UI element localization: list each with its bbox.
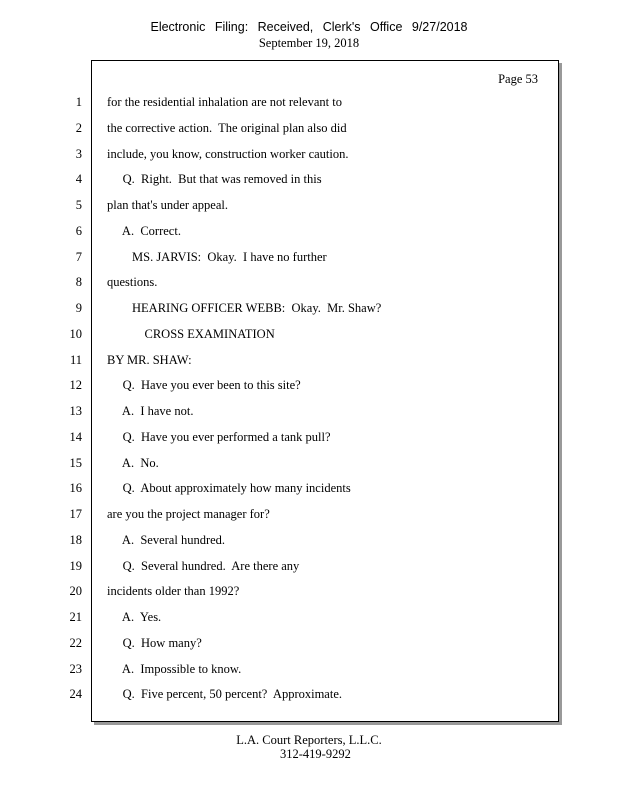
line-number: 5 (75, 198, 82, 212)
line-number: 6 (75, 223, 82, 238)
line-number: 22 (69, 635, 82, 650)
line-number: 23 (69, 661, 82, 676)
line-number: 11 (69, 352, 82, 367)
filing-stamp: Electronic Filing: Received, Clerk's Office 9/27/2018 (150, 20, 468, 34)
line-number: 14 (69, 429, 82, 444)
transcript-line: include, you know, construction worker caution. (107, 146, 349, 161)
line-number: 18 (69, 532, 82, 547)
transcript-line: A. Impossible to know. (107, 661, 242, 676)
transcript-line: Q. Have you ever performed a tank pull? (107, 429, 331, 444)
line-number: 9 (75, 301, 82, 315)
transcript-line: plan that's under appeal. (107, 198, 228, 212)
line-number: 8 (75, 275, 82, 290)
transcript-line: A. Yes. (107, 610, 162, 624)
line-number: 12 (69, 378, 82, 393)
transcript-line: A. No. (107, 455, 159, 470)
line-number: 1 (75, 95, 82, 109)
transcript-line: CROSS EXAMINATION (107, 326, 275, 341)
line-number: 7 (75, 249, 82, 264)
transcript-line: Q. How many? (107, 635, 202, 650)
transcript-line: BY MR. SHAW: (107, 352, 192, 367)
line-number: 15 (69, 455, 82, 470)
transcript-line: are you the project manager for? (107, 507, 270, 521)
transcript-line: A. I have not. (107, 404, 194, 418)
transcript-line: for the residential inhalation are not relevant to (107, 95, 342, 109)
reporter-phone: 312-419-9292 (280, 747, 351, 761)
filing-date: September 19, 2018 (258, 36, 360, 50)
line-number: 13 (69, 404, 82, 418)
line-number: 4 (75, 172, 82, 187)
transcript-line: Q. Several hundred. Are there any (107, 558, 300, 573)
transcript-line: Q. Right. But that was removed in this (107, 172, 322, 187)
transcript-line: HEARING OFFICER WEBB: Okay. Mr. Shaw? (107, 301, 382, 315)
transcript-line: A. Several hundred. (107, 532, 226, 547)
line-number: 2 (75, 120, 82, 135)
transcript-line: Q. Have you ever been to this site? (107, 378, 301, 393)
transcript-line: Q. Five percent, 50 percent? Approximate. (107, 687, 342, 702)
line-number: 24 (69, 687, 82, 702)
transcript-line: questions. (107, 275, 158, 290)
line-number: 17 (69, 507, 82, 521)
line-number: 20 (69, 584, 82, 599)
transcript-line: Q. About approximately how many incidents (107, 481, 351, 496)
line-number: 19 (69, 558, 82, 573)
line-number: 3 (75, 146, 82, 161)
transcript-line: incidents older than 1992? (107, 584, 240, 599)
transcript-line: the corrective action. The original plan also did (107, 120, 347, 135)
line-number: 21 (69, 610, 82, 624)
transcript-line: A. Correct. (107, 223, 181, 238)
reporter-company: L.A. Court Reporters, L.L.C. (236, 733, 382, 747)
line-number: 10 (69, 326, 82, 341)
transcript-line: MS. JARVIS: Okay. I have no further (107, 249, 327, 264)
page-number: Page 53 (498, 72, 538, 86)
line-number: 16 (69, 481, 82, 496)
